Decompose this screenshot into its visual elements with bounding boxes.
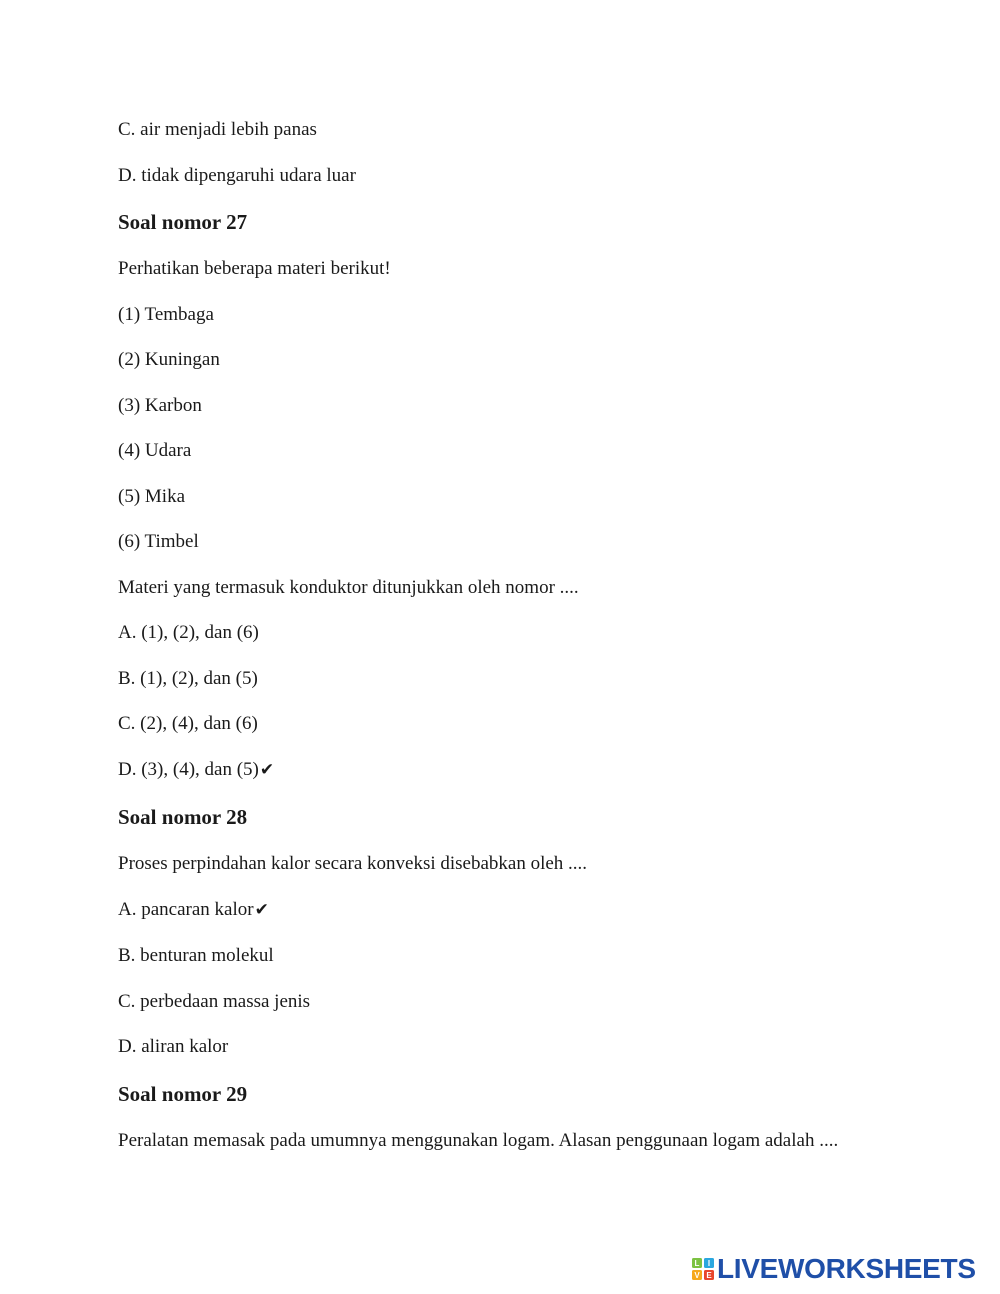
q28-question: Proses perpindahan kalor secara konveksi disebabkan oleh .... <box>118 853 588 874</box>
q27-option-d <box>118 758 274 782</box>
check-mark-icon: ✔ <box>259 760 275 780</box>
q26-option-c: C. air menjadi lebih panas <box>118 119 317 140</box>
q28-option-a-text: A. pancaran kalor <box>118 899 254 920</box>
q27-option-d-text: D. (3), (4), dan (5) <box>118 759 259 780</box>
q27-item-5: (5) Mika <box>118 486 186 507</box>
q28-heading: Soal nomor 28 <box>118 805 248 829</box>
check-mark-icon: ✔ <box>254 900 269 920</box>
liveworksheets-brand <box>692 1254 976 1284</box>
q27-item-3: (3) Karbon <box>118 395 202 416</box>
liveworksheets-wordmark: LIVEWORKSHEETS <box>717 1253 976 1284</box>
q28-option-a <box>118 898 269 922</box>
q27-item-4: (4) Udara <box>118 440 192 461</box>
q27-item-6: (6) Timbel <box>118 531 199 552</box>
q27-option-b: B. (1), (2), dan (5) <box>118 668 258 689</box>
q27-heading: Soal nomor 27 <box>118 210 248 234</box>
q27-item-1: (1) Tembaga <box>118 304 214 325</box>
q28-option-d: D. aliran kalor <box>118 1036 229 1057</box>
q26-option-d: D. tidak dipengaruhi udara luar <box>118 165 356 186</box>
q28-option-b: B. benturan molekul <box>118 945 274 966</box>
svg-text:E: E <box>706 1271 712 1280</box>
svg-text:V: V <box>694 1271 700 1280</box>
q27-question: Materi yang termasuk konduktor ditunjukkan oleh nomor .... <box>118 577 579 598</box>
liveworksheets-logo-icon <box>692 1258 714 1280</box>
q29-question: Peralatan memasak pada umumnya menggunakan logam. Alasan penggunaan logam adalah .... <box>118 1130 839 1151</box>
q27-option-a: A. (1), (2), dan (6) <box>118 622 259 643</box>
q29-heading: Soal nomor 29 <box>118 1082 248 1106</box>
q27-item-2: (2) Kuningan <box>118 349 220 370</box>
svg-text:L: L <box>694 1259 700 1269</box>
q27-prompt: Perhatikan beberapa materi berikut! <box>118 258 391 279</box>
q27-option-c: C. (2), (4), dan (6) <box>118 713 258 734</box>
svg-text:I: I <box>707 1259 711 1269</box>
q28-option-c: C. perbedaan massa jenis <box>118 991 311 1012</box>
